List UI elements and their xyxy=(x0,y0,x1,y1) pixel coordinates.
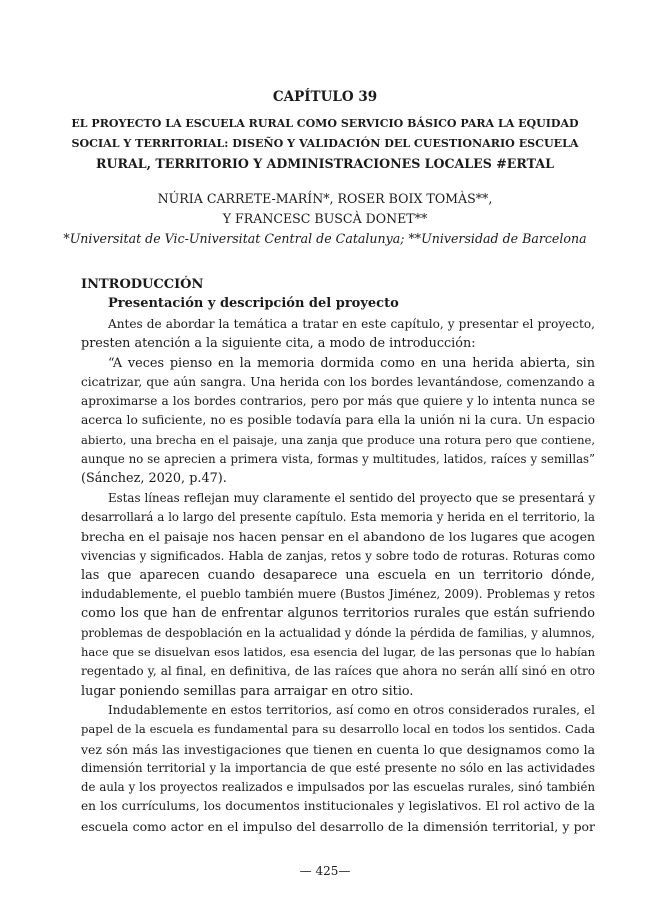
body-line: escuela como actor en el impulso del desarrollo de la dimensión territorial, y por xyxy=(81,818,595,834)
body-line: aunque no se aprecien a primera vista, formas y multitudes, latidos, raíces y semillas” xyxy=(81,452,595,467)
body-line: de aula y los proyectos realizados e impulsados por las escuelas rurales, sinó también xyxy=(81,780,595,795)
authors-block xyxy=(0,189,650,249)
body-line: vivencias y significados. Habla de zanjas, retos y sobre todo de roturas. Roturas como xyxy=(81,548,595,563)
title-line: RURAL, TERRITORIO Y ADMINISTRACIONES LOCALES #ERTAL xyxy=(96,156,554,171)
body-line: cicatrizar, que aún sangra. Una herida con los bordes levantándose, comenzando a xyxy=(81,374,595,389)
body-line: lugar poniendo semillas para arraigar en otro sitio. xyxy=(81,683,414,699)
body-line: aproximarse a los bordes contrarios, pero por más que quiere y lo intenta nunca se xyxy=(81,394,595,409)
chapter-number: CAPÍTULO 39 xyxy=(272,89,378,105)
affiliation: *Universitat de Vic-Universitat Central de Catalunya; **Universidad de Barcelona xyxy=(63,231,587,246)
body-line: vez són más las investigaciones que tienen en cuenta lo que designamos como la xyxy=(81,741,595,757)
body-line: indudablemente, el pueblo también muere (Bustos Jiménez, 2009). Problemas y retos xyxy=(81,587,595,602)
body-line: hace que se disuelvan esos latidos, esa esencia del lugar, de las personas que lo habían xyxy=(81,645,595,660)
body-line: papel de la escuela es fundamental para su desarrollo local en todos los sentidos. Cada xyxy=(81,722,595,737)
body-line: Antes de abordar la temática a tratar en este capítulo, y presentar el proyecto, xyxy=(108,317,595,331)
page-number: — 425— xyxy=(299,864,351,878)
body-text xyxy=(81,315,595,836)
body-line: dimensión territorial y la importancia de que esté presente no sólo en las actividades xyxy=(81,760,595,775)
chapter-title xyxy=(70,114,580,174)
body-line: problemas de despoblación en la actualidad y dónde la pérdida de familias, y alumnos, xyxy=(81,625,595,640)
body-line: regentado y, al final, en definitiva, de las raíces que ahora no serán allí sinó en otro xyxy=(81,664,595,679)
body-line: en los currículums, los documentos institucionales y legislativos. El rol activo de la xyxy=(81,799,595,814)
body-line: abierto, una brecha en el paisaje, una zanja que produce una rotura pero que contiene, xyxy=(81,432,595,447)
body-line: brecha en el paisaje nos hacen pensar en el abandono de los lugares que acogen xyxy=(81,529,595,545)
body-line: “A veces pienso en la memoria dormida como en una herida abierta, sin xyxy=(108,355,595,371)
body-line: Estas líneas reflejan muy claramente el sentido del proyecto que se presentará y xyxy=(108,490,595,505)
body-line: acerca lo suficiente, no es posible todavía para ella la unión ni la cura. Un espacio xyxy=(81,413,595,428)
section-heading: INTRODUCCIÓN xyxy=(81,277,204,292)
body-line: presten atención a la siguiente cita, a modo de introducción: xyxy=(81,336,476,352)
title-line: EL PROYECTO LA ESCUELA RURAL COMO SERVICIO BÁSICO PARA LA EQUIDAD xyxy=(71,117,579,130)
body-line: Indudablemente en estos territorios, así como en otros considerados rurales, el xyxy=(108,702,595,717)
authors-line: NÚRIA CARRETE-MARÍN*, ROSER BOIX TOMÀS**, xyxy=(157,191,493,206)
body-line: las que aparecen cuando desaparece una escuela en un territorio dónde, xyxy=(81,567,595,583)
authors-line: Y FRANCESC BUSCÀ DONET** xyxy=(222,211,428,226)
body-line: como los que han de enfrentar algunos territorios rurales que están sufriendo xyxy=(81,606,595,622)
body-line: desarrollará a lo largo del presente capítulo. Esta memoria y herida en el territorio, la xyxy=(81,509,595,524)
title-line: SOCIAL Y TERRITORIAL: DISEÑO Y VALIDACIÓN DEL CUESTIONARIO ESCUELA xyxy=(71,137,579,150)
subsection-heading: Presentación y descripción del proyecto xyxy=(108,296,399,311)
body-line: (Sánchez, 2020, p.47). xyxy=(81,471,227,487)
